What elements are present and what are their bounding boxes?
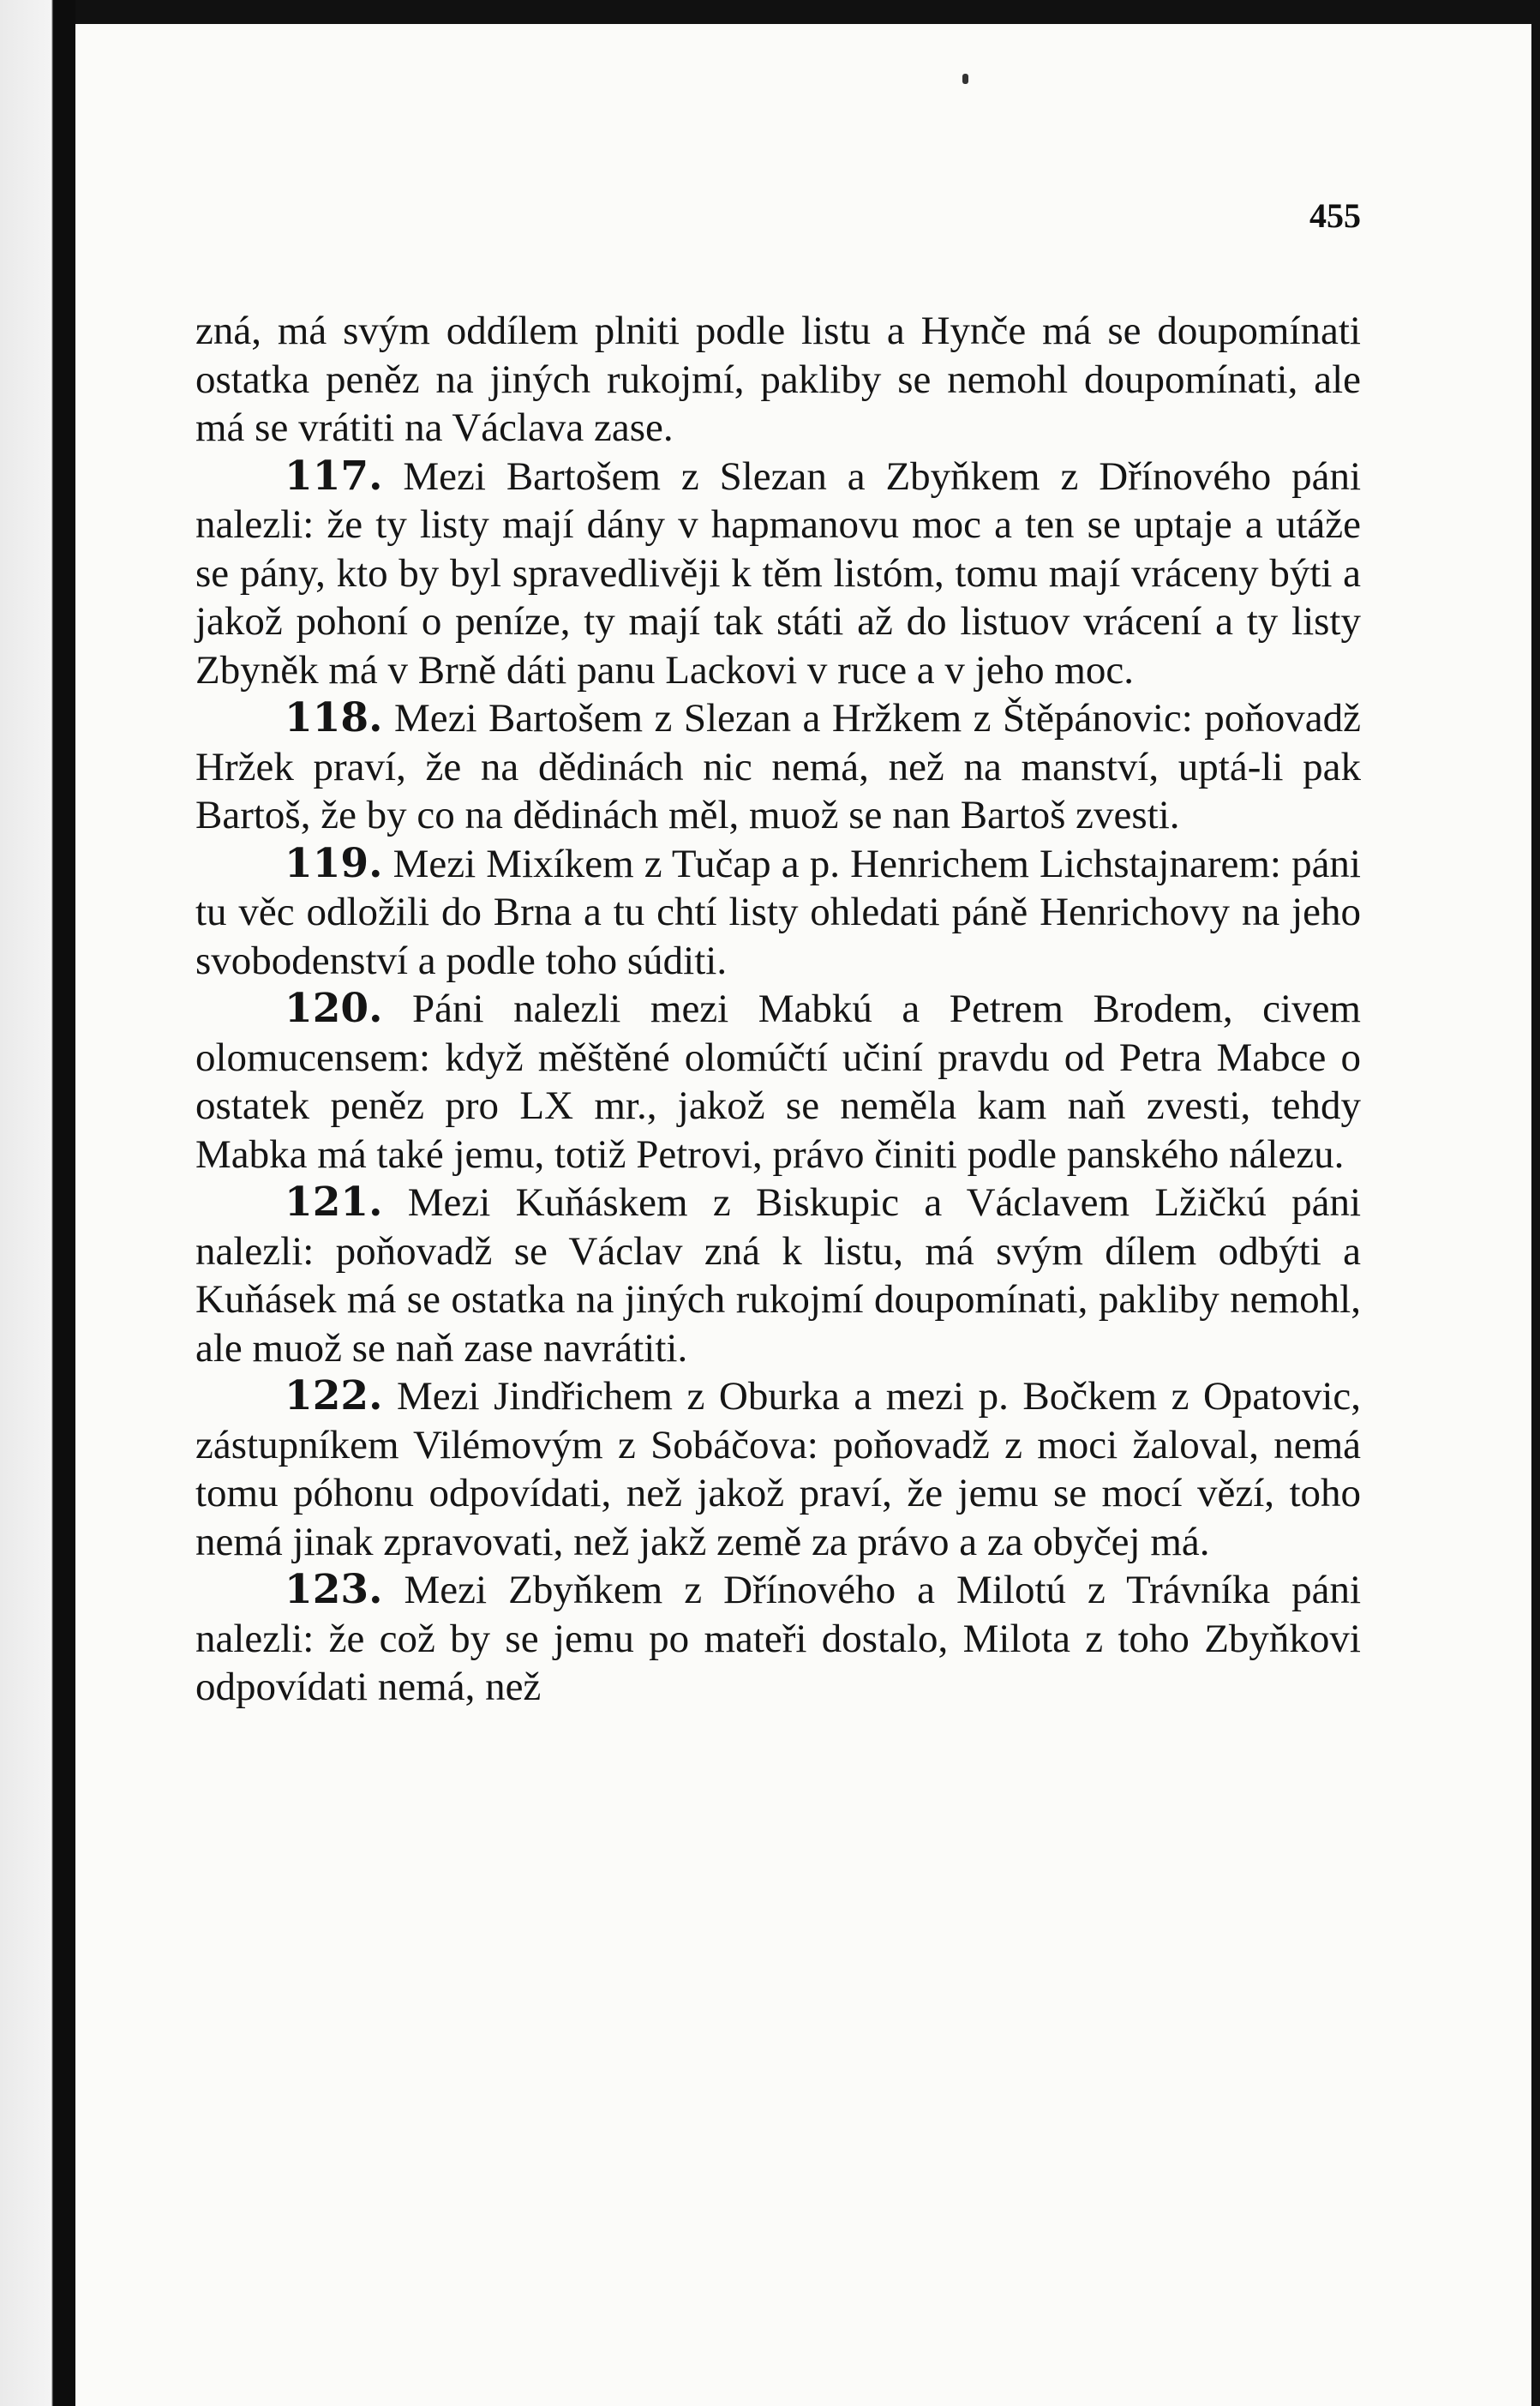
page-text	[195, 307, 1361, 1712]
scan-border-top	[0, 0, 1540, 24]
entry-120	[195, 985, 1361, 1179]
page-number: 455	[1309, 196, 1361, 235]
entry-122	[195, 1372, 1361, 1566]
scan-border-right	[1531, 0, 1540, 2406]
entry-text: Mezi Jindřichem z Oburka a mezi p. Bočkem z Opatovic, zástupníkem Vilémovým z Sobáčova: poňovadž z moci žaloval, nemá tomu póhonu odpovídati, než jakož praví, že jemu se mocí vězí, toho nemá jinak zpravovati, než jakž země za právo a za obyčej má.	[195, 1374, 1361, 1564]
entry-118	[195, 694, 1361, 840]
entry-number: 123.	[285, 1566, 383, 1613]
entry-121	[195, 1179, 1361, 1372]
entry-number: 120.	[285, 985, 383, 1032]
opening-paragraph: zná, má svým oddílem plniti podle listu a Hynče má se doupomínati ostatka peněz na jiných rukojmí, pakliby se nemohl doupomínati, ale má se vrátiti na Václava zase.	[195, 309, 1361, 450]
book-page	[75, 24, 1531, 2406]
entry-text: Mezi Mixíkem z Tučap a p. Henrichem Lichstajnarem: páni tu věc odložili do Brna a tu chtí listy ohledati páně Henrichovy na jeho svobodenství a podle toho súditi.	[195, 841, 1361, 983]
scan-border-left	[0, 0, 75, 2406]
entry-text: Mezi Bartošem z Slezan a Hržkem z Štěpánovic: poňovadž Hržek praví, že na dědinách nic nemá, než na manství, uptá-li pak Bartoš, že by co na dědinách měl, muož se nan Bartoš zvesti.	[195, 696, 1362, 837]
entry-119	[195, 840, 1361, 986]
entry-text: Páni nalezli mezi Mabkú a Petrem Brodem, civem olomucensem: když měštěné olomúčtí učiní pravdu od Petra Mabce o ostatek peněz pro LX mr., jakož se neměla kam naň zvesti, tehdy Mabka má také jemu, totiž Petrovi, právo činiti podle panského nálezu.	[195, 987, 1361, 1177]
ink-speck	[962, 74, 968, 84]
entry-number: 119.	[285, 839, 383, 887]
entry-number: 121.	[285, 1179, 383, 1226]
entry-text: Mezi Zbyňkem z Dřínového a Milotú z Trávníka páni nalezli: že což by se jemu po mateři dostalo, Milota z toho Zbyňkovi odpovídati nemá, než	[195, 1568, 1361, 1709]
entry-number: 117.	[285, 452, 383, 500]
entry-text: Mezi Kuňáskem z Biskupic a Václavem Lžičkú páni nalezli: poňovadž se Václav zná k listu, má svým dílem odbýti a Kuňásek má se ostatka na jiných rukojmí doupomínati, pakliby nemohl, ale muož se naň zase navrátiti.	[195, 1180, 1362, 1371]
entry-117	[195, 453, 1361, 695]
entry-number: 122.	[285, 1372, 383, 1419]
entry-123	[195, 1566, 1361, 1712]
entry-number: 118.	[285, 694, 383, 741]
entry-text: Mezi Bartošem z Slezan a Zbyňkem z Dřínového páni nalezli: že ty listy mají dány v hapmanovu moc a ten se uptaje a utáže se pány, kto by byl spravedlivěji k těm listóm, tomu mají vráceny býti a jakož pohoní o peníze, ty mají tak státi až do listuov vrácení a ty listy Zbyněk má v Brně dáti panu Lackovi v ruce a v jeho moc.	[195, 453, 1362, 693]
